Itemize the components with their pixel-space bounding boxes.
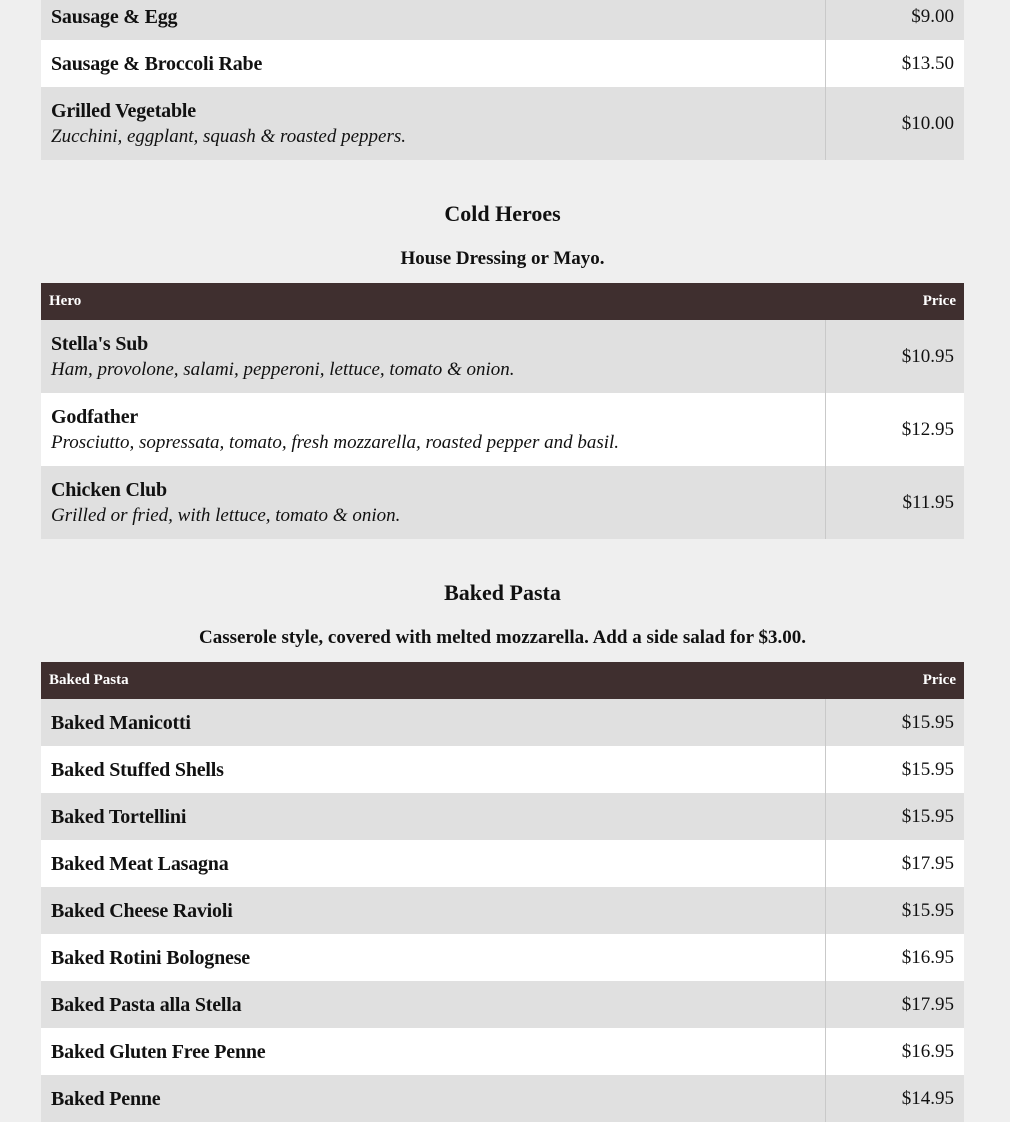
table-row: [41, 1028, 964, 1075]
table-row: [41, 840, 964, 887]
item-price: $16.95: [825, 1028, 964, 1075]
item-price: $15.95: [825, 746, 964, 793]
item-price: $12.95: [825, 393, 964, 466]
item-description: Ham, provolone, salami, pepperoni, lettuce, tomato & onion.: [51, 358, 515, 380]
table-row: [41, 793, 964, 840]
column-header-price: Price: [825, 283, 964, 320]
table-row: [41, 746, 964, 793]
item-price: $17.95: [825, 981, 964, 1028]
menu-page: [41, 0, 964, 1122]
item-name: Chicken Club: [51, 478, 167, 501]
item-name: Baked Stuffed Shells: [51, 758, 224, 781]
table-row: [41, 699, 964, 746]
table-row: [41, 0, 964, 40]
item-name: Baked Tortellini: [51, 805, 187, 828]
table-row: [41, 87, 964, 160]
item-name: Grilled Vegetable: [51, 99, 196, 122]
section-title-cold-heroes: Cold Heroes: [444, 201, 561, 226]
section-title-baked-pasta: Baked Pasta: [444, 580, 561, 605]
item-name: Baked Cheese Ravioli: [51, 899, 233, 922]
table-header-row: [41, 662, 964, 699]
item-price: $15.95: [825, 793, 964, 840]
table-row: [41, 887, 964, 934]
item-price: $15.95: [825, 699, 964, 746]
section-subtitle-cold-heroes: House Dressing or Mayo.: [400, 248, 605, 269]
item-price: $11.95: [825, 466, 964, 539]
item-price: $10.95: [825, 320, 964, 393]
hot-heroes-table: [41, 0, 964, 160]
table-row: [41, 934, 964, 981]
item-price: $16.95: [825, 934, 964, 981]
item-description: Zucchini, eggplant, squash & roasted peppers.: [51, 125, 406, 147]
table-row: [41, 1075, 964, 1122]
item-price: $13.50: [825, 40, 964, 87]
item-price: $9.00: [825, 0, 964, 40]
section-subtitle-baked-pasta: Casserole style, covered with melted mozzarella. Add a side salad for $3.00.: [198, 627, 807, 648]
item-name: Stella's Sub: [51, 332, 149, 355]
item-name: Godfather: [51, 405, 139, 428]
table-row: [41, 981, 964, 1028]
table-row: [41, 466, 964, 539]
table-row: [41, 393, 964, 466]
item-price: $10.00: [825, 87, 964, 160]
column-header-hero: Hero: [41, 283, 825, 320]
baked-pasta-table: [41, 662, 964, 1122]
item-name: Baked Manicotti: [51, 711, 191, 734]
item-name: Baked Pasta alla Stella: [51, 993, 242, 1016]
item-name: Baked Gluten Free Penne: [51, 1040, 266, 1063]
item-price: $15.95: [825, 887, 964, 934]
cold-heroes-table: [41, 283, 964, 539]
item-name: Baked Meat Lasagna: [51, 852, 229, 875]
item-name: Sausage & Broccoli Rabe: [51, 52, 263, 75]
item-name: Baked Penne: [51, 1087, 161, 1110]
item-price: $14.95: [825, 1075, 964, 1122]
item-description: Prosciutto, sopressata, tomato, fresh mozzarella, roasted pepper and basil.: [51, 431, 620, 453]
column-header-baked-pasta: Baked Pasta: [41, 662, 825, 699]
table-row: [41, 320, 964, 393]
item-name: Sausage & Egg: [51, 5, 178, 28]
table-row: [41, 40, 964, 87]
item-name: Baked Rotini Bolognese: [51, 946, 250, 969]
table-header-row: [41, 283, 964, 320]
column-header-price: Price: [825, 662, 964, 699]
item-description: Grilled or fried, with lettuce, tomato & onion.: [51, 504, 401, 526]
item-price: $17.95: [825, 840, 964, 887]
